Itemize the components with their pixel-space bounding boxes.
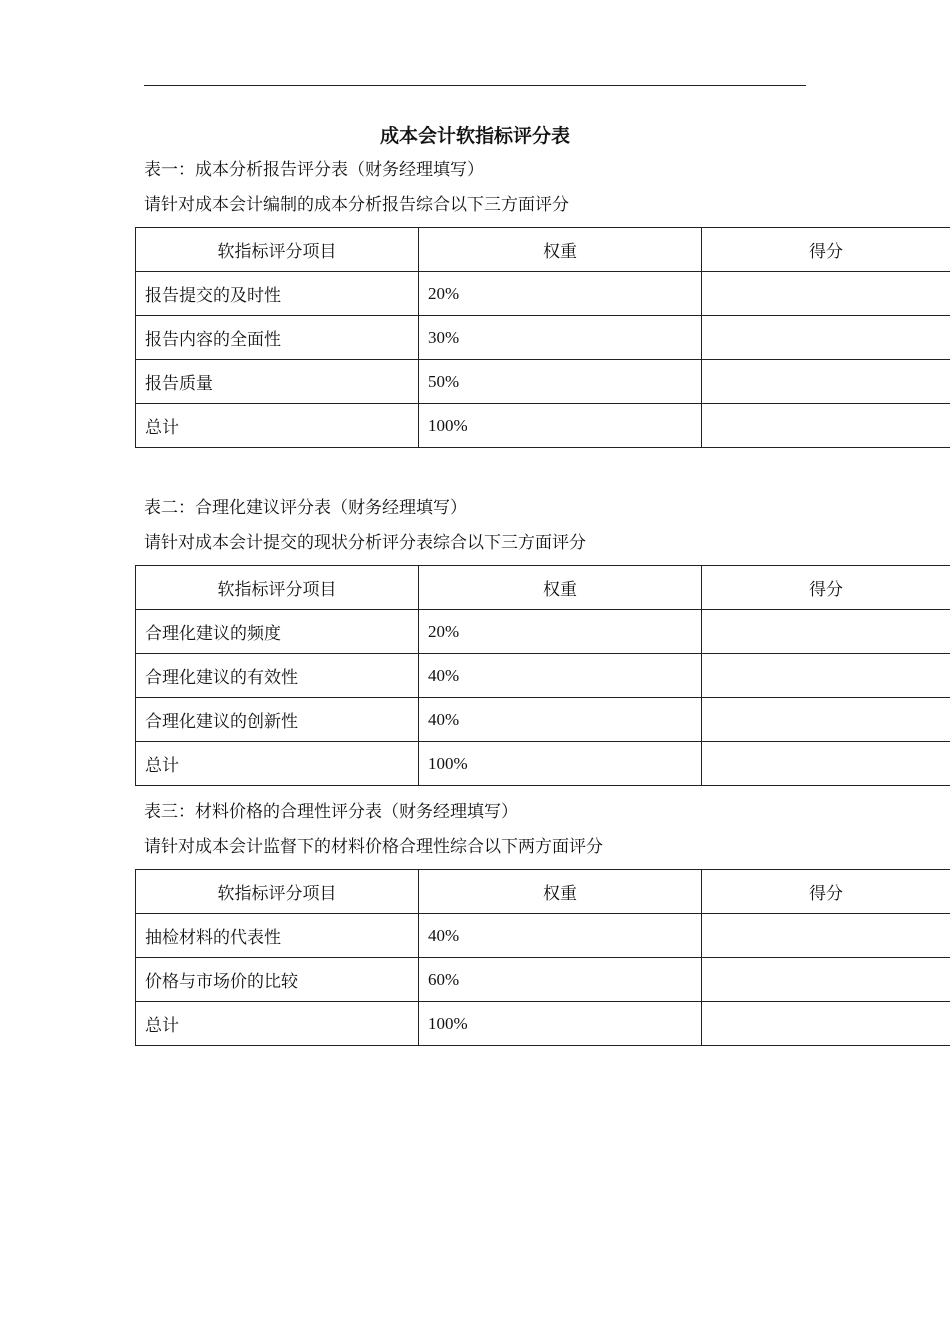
item-cell: 合理化建议的有效性 <box>136 654 419 698</box>
item-cell: 抽检材料的代表性 <box>136 914 419 958</box>
weight-cell: 100% <box>419 1002 702 1046</box>
column-header-item: 软指标评分项目 <box>136 870 419 914</box>
weight-cell: 100% <box>419 742 702 786</box>
table-row <box>136 654 950 698</box>
column-header-weight: 权重 <box>419 870 702 914</box>
item-cell: 报告提交的及时性 <box>136 272 419 316</box>
table-header-row <box>136 566 950 610</box>
weight-cell: 60% <box>419 958 702 1002</box>
score-cell[interactable] <box>702 742 950 786</box>
weight-cell: 40% <box>419 698 702 742</box>
column-header-score: 得分 <box>702 228 950 272</box>
score-cell[interactable] <box>702 272 950 316</box>
table-row <box>136 316 950 360</box>
weight-cell: 30% <box>419 316 702 360</box>
weight-cell: 20% <box>419 272 702 316</box>
item-cell: 合理化建议的创新性 <box>136 698 419 742</box>
section-3-heading: 表三：材料价格的合理性评分表（财务经理填写） <box>144 802 518 822</box>
table-row-total <box>136 404 950 448</box>
score-table-1 <box>135 227 950 448</box>
table-row <box>136 958 950 1002</box>
weight-cell: 40% <box>419 914 702 958</box>
item-cell: 价格与市场价的比较 <box>136 958 419 1002</box>
table-row <box>136 914 950 958</box>
weight-cell: 50% <box>419 360 702 404</box>
table-header-row <box>136 228 950 272</box>
section-1-instruction: 请针对成本会计编制的成本分析报告综合以下三方面评分 <box>144 195 569 215</box>
document-title: 成本会计软指标评分表 <box>379 125 570 147</box>
section-1-heading: 表一：成本分析报告评分表（财务经理填写） <box>144 160 484 180</box>
score-cell[interactable] <box>702 914 950 958</box>
table-row-total <box>136 742 950 786</box>
score-cell[interactable] <box>702 698 950 742</box>
score-cell[interactable] <box>702 958 950 1002</box>
table-header-row <box>136 870 950 914</box>
column-header-weight: 权重 <box>419 566 702 610</box>
item-cell: 报告内容的全面性 <box>136 316 419 360</box>
item-cell: 合理化建议的频度 <box>136 610 419 654</box>
score-table-2 <box>135 565 950 786</box>
table-row <box>136 360 950 404</box>
section-2-instruction: 请针对成本会计提交的现状分析评分表综合以下三方面评分 <box>144 533 586 553</box>
score-cell[interactable] <box>702 1002 950 1046</box>
item-cell: 报告质量 <box>136 360 419 404</box>
column-header-item: 软指标评分项目 <box>136 566 419 610</box>
weight-cell: 20% <box>419 610 702 654</box>
table-row <box>136 272 950 316</box>
table-row <box>136 610 950 654</box>
column-header-weight: 权重 <box>419 228 702 272</box>
score-table-3 <box>135 869 950 1046</box>
item-cell: 总计 <box>136 1002 419 1046</box>
weight-cell: 40% <box>419 654 702 698</box>
table-row-total <box>136 1002 950 1046</box>
score-cell[interactable] <box>702 360 950 404</box>
score-cell[interactable] <box>702 316 950 360</box>
header-rule <box>144 85 806 86</box>
score-cell[interactable] <box>702 610 950 654</box>
score-cell[interactable] <box>702 654 950 698</box>
section-2-heading: 表二：合理化建议评分表（财务经理填写） <box>144 498 467 518</box>
column-header-score: 得分 <box>702 566 950 610</box>
section-3-instruction: 请针对成本会计监督下的材料价格合理性综合以下两方面评分 <box>144 837 603 857</box>
table-row <box>136 698 950 742</box>
score-cell[interactable] <box>702 404 950 448</box>
column-header-score: 得分 <box>702 870 950 914</box>
item-cell: 总计 <box>136 404 419 448</box>
column-header-item: 软指标评分项目 <box>136 228 419 272</box>
weight-cell: 100% <box>419 404 702 448</box>
item-cell: 总计 <box>136 742 419 786</box>
